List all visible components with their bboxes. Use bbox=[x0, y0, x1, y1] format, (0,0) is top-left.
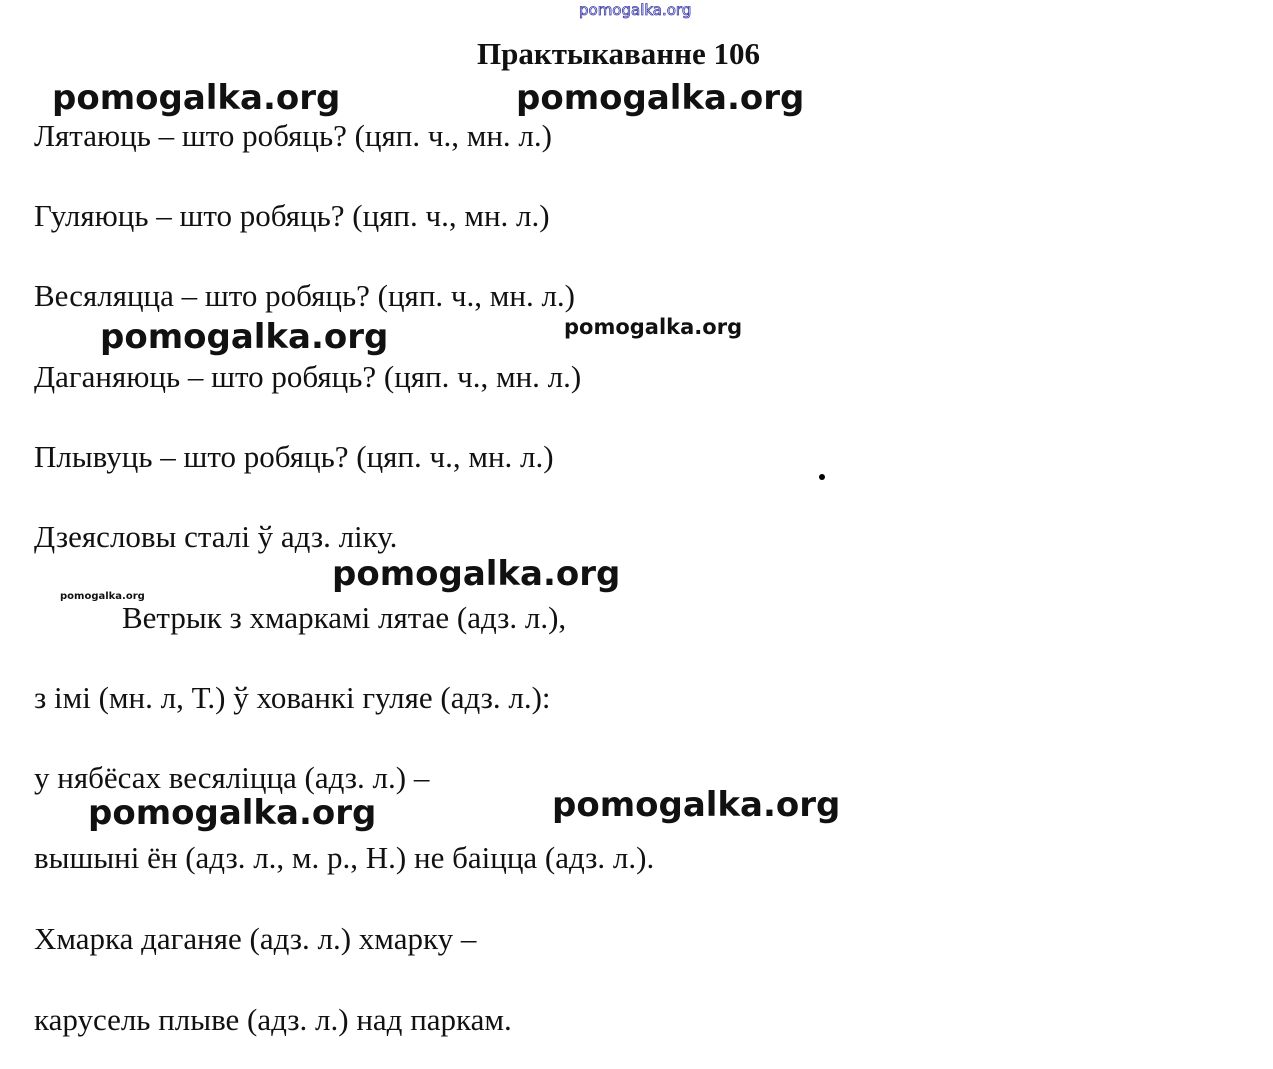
watermark: pomogalka.org bbox=[564, 315, 743, 339]
text-line: Весяляцца – што робяць? (цяп. ч., мн. л.) bbox=[34, 278, 576, 313]
watermark: pomogalka.org bbox=[516, 78, 805, 118]
text-line: з імі (мн. л, Т.) ў хованкі гуляе (адз. л.): bbox=[34, 680, 551, 715]
text-line: Даганяюць – што робяць? (цяп. ч., мн. л.) bbox=[34, 359, 582, 394]
text-line: Хмарка даганяе (адз. л.) хмарку – bbox=[34, 921, 477, 956]
watermark: pomogalka.org bbox=[88, 793, 377, 833]
watermark: pomogalka.org bbox=[60, 591, 145, 602]
text-line: Гуляюць – што робяць? (цяп. ч., мн. л.) bbox=[34, 198, 550, 233]
text-line: Плывуць – што робяць? (цяп. ч., мн. л.) bbox=[34, 439, 554, 474]
watermark: pomogalka.org bbox=[552, 785, 841, 825]
watermark: pomogalka.org bbox=[52, 78, 341, 118]
watermark: pomogalka.org bbox=[332, 554, 621, 594]
watermark: pomogalka.org bbox=[100, 317, 389, 357]
text-line: у нябёсах весяліцца (адз. л.) – bbox=[34, 760, 430, 795]
watermark-top: pomogalka.org bbox=[579, 1, 692, 19]
text-line: Ветрык з хмаркамі лятае (адз. л.), bbox=[122, 600, 567, 635]
stray-dot bbox=[819, 474, 825, 480]
text-line: вышыні ён (адз. л., м. р., Н.) не баіцца (адз. л.). bbox=[34, 840, 655, 875]
text-line: карусель плыве (адз. л.) над паркам. bbox=[34, 1002, 512, 1037]
text-line: Дзеясловы сталі ў адз. ліку. bbox=[34, 519, 398, 554]
text-line: Лятаюць – што робяць? (цяп. ч., мн. л.) bbox=[34, 118, 552, 153]
exercise-title: Практыкаванне 106 bbox=[476, 36, 760, 71]
